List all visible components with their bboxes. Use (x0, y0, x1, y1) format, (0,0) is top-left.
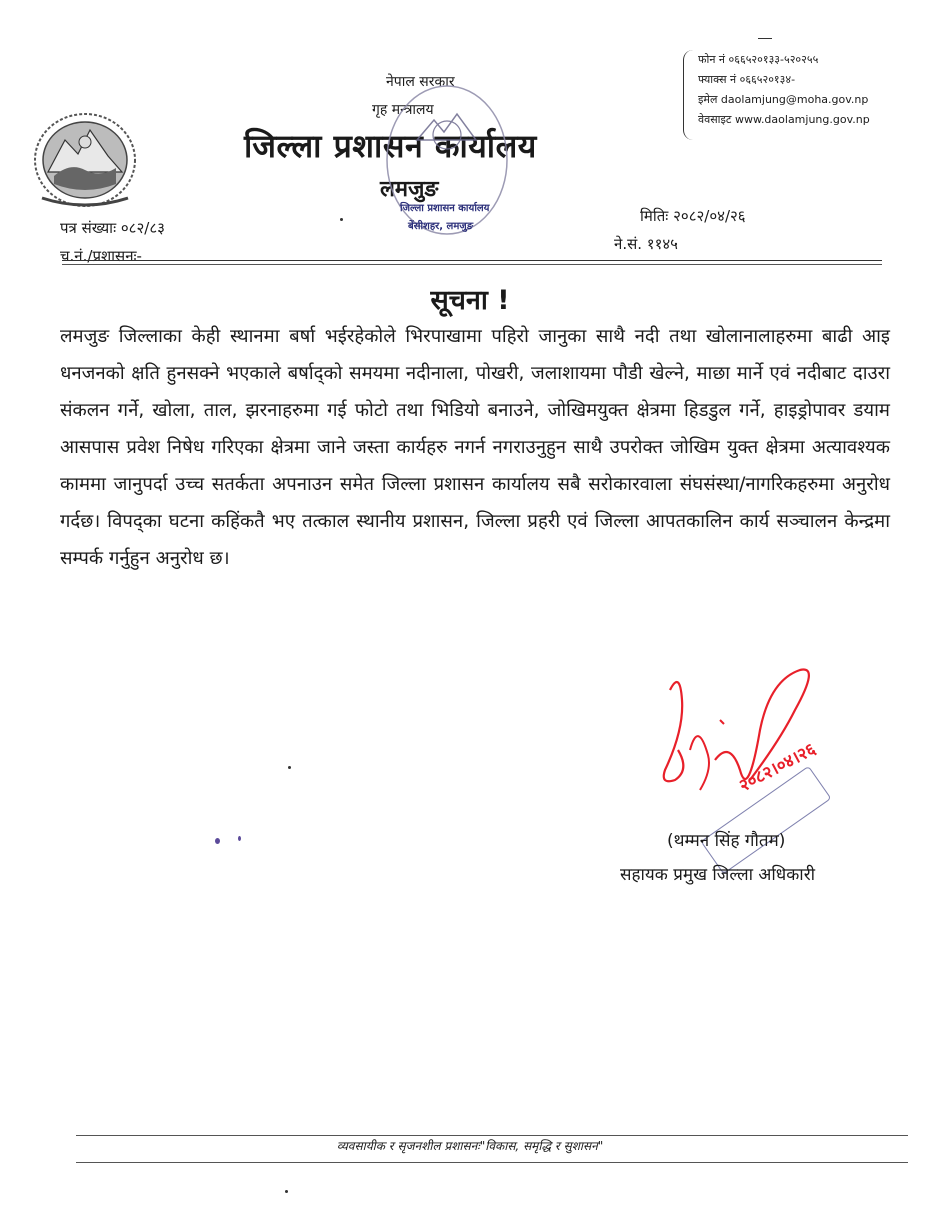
scan-speck (238, 836, 241, 841)
signatory-designation: सहायक प्रमुख जिल्ला अधिकारी (620, 865, 816, 885)
office-seal-icon (382, 80, 512, 240)
contact-block (698, 50, 870, 130)
contact-fax: फ्याक्स नं ०६६५२०१३४- (698, 73, 796, 86)
footer-rule-top (76, 1135, 908, 1136)
nepal-sambat-date: ने.सं. ११४५ (614, 235, 678, 253)
contact-website: वेवसाइट www.daolamjung.gov.np (698, 113, 870, 126)
seal-text-1: जिल्ला प्रशासन कार्यालय (400, 203, 490, 214)
notice-title: सूचना ! (430, 285, 510, 316)
signature-date: २०८२।०४।२६ (735, 739, 820, 797)
signatory-name: (थम्मन सिंह गौतम) (667, 831, 786, 851)
header-rule-bottom (62, 264, 882, 265)
scan-speck (285, 1190, 288, 1193)
office-title: जिल्ला प्रशासन कार्यालय (244, 127, 537, 165)
seal-text-2: बेंसीशहर, लमजुङ (408, 221, 474, 232)
nepal-government-emblem-icon (30, 110, 140, 215)
notice-body: लमजुङ जिल्लाका केही स्थानमा बर्षा भईरहेकोले भिरपाखामा पहिरो जानुका साथै नदी तथा खोलानालाहरुमा बाढी आइ धनजनको क्षति हुनसक्ने भएकाले बर्षाद्को समयमा नदीनाला, पोखरी, जलाशायमा पौडी खेल्ने, माछा मार्ने एवं नदीबाट दाउरा संकलन गर्ने, खोला, ताल, झरनाहरुमा गई फोटो तथा भिडियो बनाउने, जोखिमयुक्त क्षेत्रमा हिडडुल गर्ने, हाइड्रोपावर डयाम आसपास प्रवेश निषेध गरिएका क्षेत्रमा जाने जस्ता कार्यहरु नगर्न नगराउनुहुन साथै उपरोक्त जोखिम युक्त क्षेत्रमा अत्यावश्यक काममा जानुपर्दा उच्च सतर्कता अपनाउन समेत जिल्ला प्रशासन कार्यालय सबै सरोकारवाला संघसंस्था/नागरिकहरुमा अनुरोध गर्दछ। विपद्का घटना कहिंकतै भए तत्काल स्थानीय प्रशासन, जिल्ला प्रहरी एवं जिल्ला आपतकालिन कार्य सञ्चालन केन्द्रमा सम्पर्क गर्नुहुन अनुरोध छ। (60, 326, 890, 569)
scan-speck (288, 766, 291, 769)
contact-email: इमेल daolamjung@moha.gov.np (698, 93, 869, 106)
contact-phone: फोन नं ०६६५२०१३३-५२०२५५ (698, 53, 819, 66)
footer-rule-bottom (76, 1162, 908, 1163)
ministry-name: गृह मन्त्रालय (372, 102, 434, 118)
contact-brace (683, 50, 696, 140)
footer-slogan: व्यवसायीक र सृजनशील प्रशासनः"विकास, समृद्धि र सुशासन" (336, 1139, 604, 1153)
dispatch-number: च.नं./प्रशासनः- (60, 247, 142, 265)
government-name: नेपाल सरकार (386, 74, 455, 90)
header-rule-top (62, 260, 882, 261)
contact-dash (758, 38, 772, 39)
district-name: लमजुङ (380, 177, 439, 202)
letter-date: मितिः २०८२/०४/२६ (640, 207, 746, 225)
scan-speck (215, 838, 220, 844)
letter-number: पत्र संख्याः ०८२/८३ (60, 219, 165, 237)
scan-speck (340, 218, 343, 221)
